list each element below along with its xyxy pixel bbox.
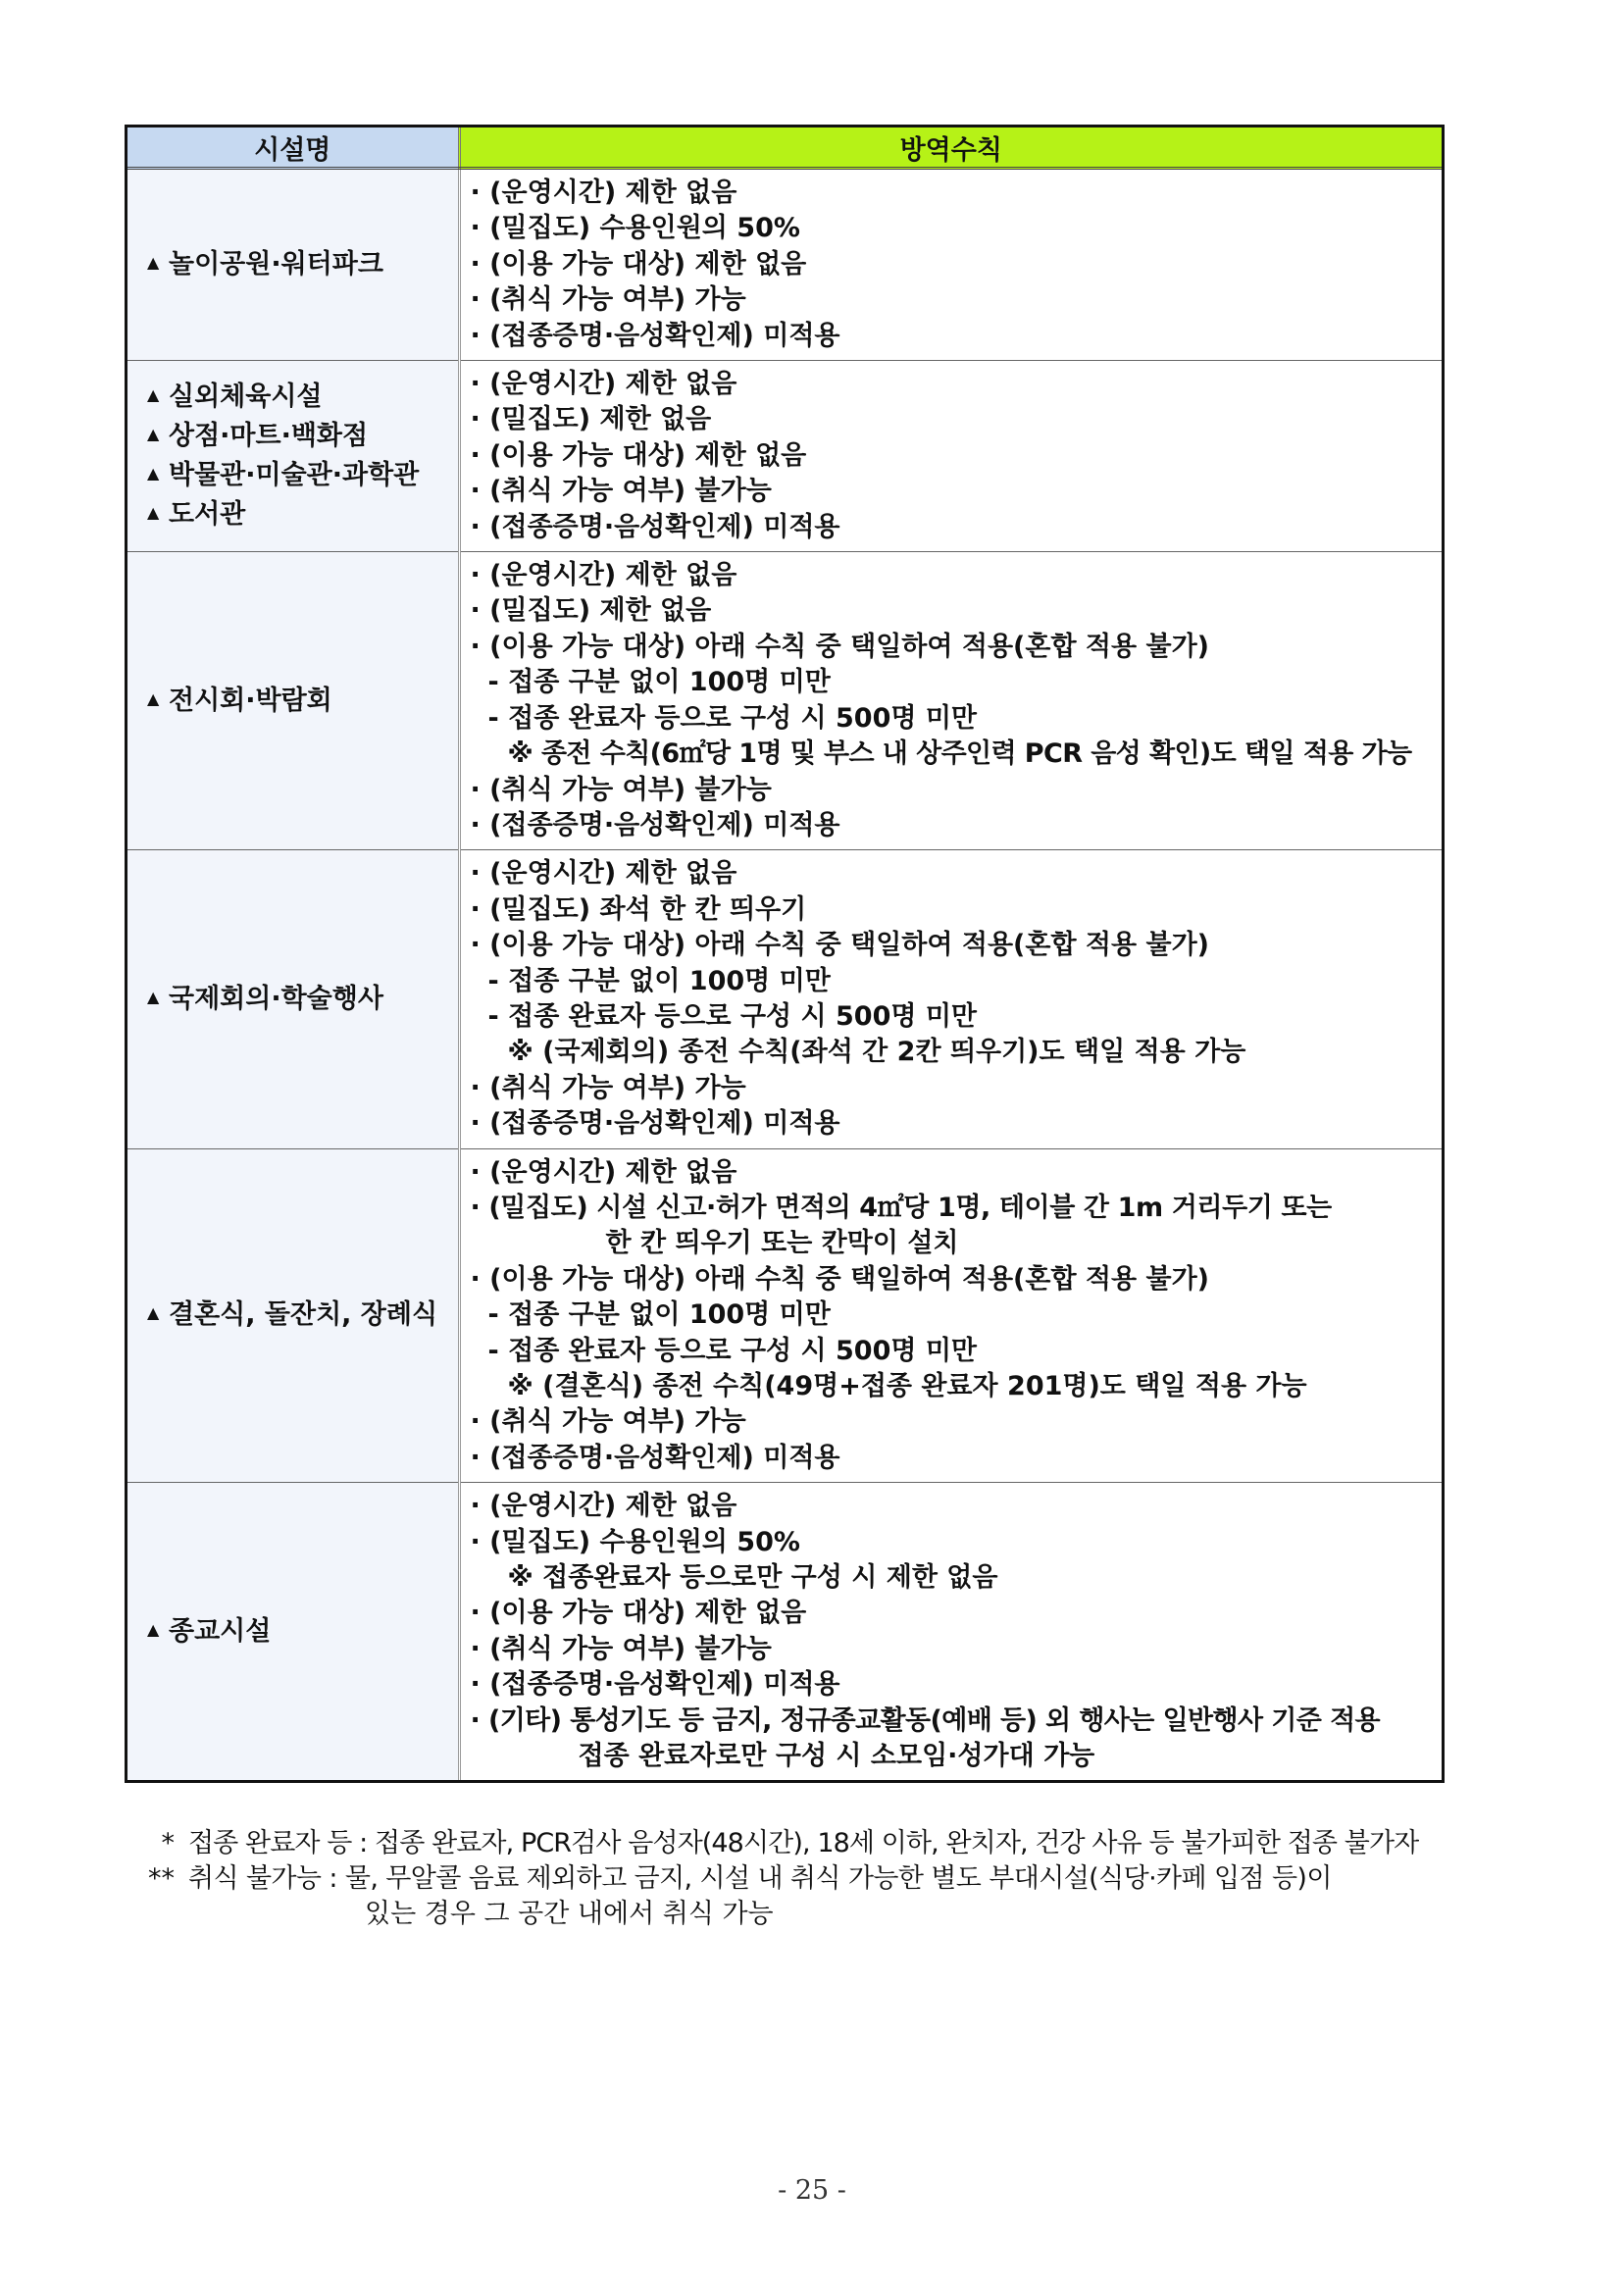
measure-line: · (접종증명·음성확인제) 미적용 <box>470 320 840 351</box>
measure-subline: - 접종 완료자 등으로 구성 시 500명 미만 <box>487 702 978 734</box>
footnote-continuation <box>137 1897 1451 1932</box>
measures-cell <box>459 850 1442 1148</box>
facility-cell <box>127 850 459 1148</box>
measure-line: · (운영시간) 제한 없음 <box>470 560 737 591</box>
measures-cell <box>459 1148 1442 1483</box>
triangle-up-icon: ▲ <box>147 1619 160 1639</box>
footnote-text: 접종 완료자 등 : 접종 완료자, PCR검사 음성자(48시간), 18세 이하, 완치자, 건강 사유 등 불가피한 접종 불가자 <box>188 1828 1419 1858</box>
measure-note: ※ (결혼식) 종전 수칙(49명+접종 완료자 201명)도 택일 적용 가능 <box>507 1371 1307 1401</box>
measure-line: · (이용 가능 대상) 제한 없음 <box>470 248 807 280</box>
measure-line: · (운영시간) 제한 없음 <box>470 1491 737 1522</box>
measure-line: · (운영시간) 제한 없음 <box>470 1156 737 1188</box>
facility-item: ▲ 국제회의·학술행사 <box>147 980 458 1019</box>
footnote-text: 있는 경우 그 공간 내에서 취식 가능 <box>365 1899 774 1929</box>
footnote-text: 취식 불가능 : 물, 무알콜 음료 제외하고 금지, 시설 내 취식 가능한 별도 부대시설(식당·카페 입점 등)이 <box>188 1863 1332 1894</box>
measure-note: ※ (국제회의) 종전 수칙(좌석 간 2칸 띄우기)도 택일 적용 가능 <box>507 1037 1246 1068</box>
facility-cell <box>127 1483 459 1781</box>
measure-line: · (이용 가능 대상) 제한 없음 <box>470 1598 807 1629</box>
measure-line: · (밀집도) 제한 없음 <box>470 595 712 627</box>
measure-continuation: 한 칸 띄우기 또는 칸막이 설치 <box>605 1228 959 1259</box>
header-facility: 시설명 <box>127 127 459 169</box>
facility-item: ▲ 상점·마트·백화점 <box>147 417 458 456</box>
measure-line: · (취식 가능 여부) 불가능 <box>470 476 772 507</box>
quarantine-rules-table <box>125 125 1445 1783</box>
triangle-up-icon: ▲ <box>147 1303 160 1323</box>
measure-line: · (접종증명·음성확인제) 미적용 <box>470 1442 840 1473</box>
measure-line: · (밀집도) 좌석 한 칸 띄우기 <box>470 893 807 925</box>
table-row <box>127 1483 1442 1781</box>
footnote <box>137 1861 1451 1897</box>
facility-cell <box>127 169 459 361</box>
measure-subline: - 접종 완료자 등으로 구성 시 500명 미만 <box>487 1000 978 1032</box>
table-row <box>127 1148 1442 1483</box>
measure-line: · (취식 가능 여부) 가능 <box>470 1072 746 1103</box>
table-row <box>127 552 1442 850</box>
measure-line: · (기타) 통성기도 등 금지, 정규종교활동(예배 등) 외 행사는 일반행사 기준 적용 <box>470 1704 1381 1736</box>
triangle-up-icon: ▲ <box>147 385 160 405</box>
table-row <box>127 850 1442 1148</box>
triangle-up-icon: ▲ <box>147 464 160 483</box>
facility-item: ▲ 결혼식, 돌잔치, 장례식 <box>147 1296 458 1335</box>
measures-cell <box>459 1483 1442 1781</box>
measure-line: · (취식 가능 여부) 불가능 <box>470 1633 772 1664</box>
facility-item: ▲ 도서관 <box>147 495 458 534</box>
table-header-row <box>127 127 1442 169</box>
footnote-mark: * <box>161 1828 175 1858</box>
table-row <box>127 169 1442 361</box>
facility-item: ▲ 실외체육시설 <box>147 378 458 417</box>
footnotes <box>137 1826 1451 1932</box>
facility-cell <box>127 361 459 552</box>
measure-continuation: 접종 완료자로만 구성 시 소모임·성가대 가능 <box>578 1741 1095 1772</box>
footnote-mark: ** <box>148 1863 175 1894</box>
measure-line: · (이용 가능 대상) 아래 수칙 중 택일하여 적용(혼합 적용 불가) <box>470 1263 1210 1295</box>
footnote <box>137 1826 1451 1861</box>
measure-note: ※ 접종완료자 등으로만 구성 시 제한 없음 <box>507 1562 998 1594</box>
measure-line: · (취식 가능 여부) 가능 <box>470 1406 746 1438</box>
measure-line: · (이용 가능 대상) 아래 수칙 중 택일하여 적용(혼합 적용 불가) <box>470 930 1210 961</box>
triangle-up-icon: ▲ <box>147 987 160 1006</box>
measure-line: · (접종증명·음성확인제) 미적용 <box>470 511 840 542</box>
facility-item: ▲ 전시회·박람회 <box>147 682 458 721</box>
measure-line: · (접종증명·음성확인제) 미적용 <box>470 1669 840 1701</box>
facility-cell <box>127 552 459 850</box>
measure-subline: - 접종 구분 없이 100명 미만 <box>487 965 831 996</box>
triangle-up-icon: ▲ <box>147 503 160 523</box>
header-measures: 방역수칙 <box>459 127 1442 169</box>
facility-cell <box>127 1148 459 1483</box>
triangle-up-icon: ▲ <box>147 688 160 708</box>
page-number: - 25 - <box>778 2175 846 2206</box>
measure-line: · (밀집도) 시설 신고·허가 면적의 4㎡당 1명, 테이블 간 1m 거리두기 또는 <box>470 1192 1332 1223</box>
measure-line: · (접종증명·음성확인제) 미적용 <box>470 1108 840 1140</box>
triangle-up-icon: ▲ <box>147 253 160 273</box>
measure-line: · (밀집도) 제한 없음 <box>470 404 712 435</box>
measure-line: · (이용 가능 대상) 아래 수칙 중 택일하여 적용(혼합 적용 불가) <box>470 631 1210 662</box>
facility-item: ▲ 박물관·미술관·과학관 <box>147 456 458 495</box>
measure-line: · (취식 가능 여부) 불가능 <box>470 774 772 805</box>
table-row <box>127 361 1442 552</box>
measures-cell <box>459 169 1442 361</box>
measure-line: · (취식 가능 여부) 가능 <box>470 284 746 316</box>
measure-line: · (접종증명·음성확인제) 미적용 <box>470 809 840 840</box>
measure-line: · (운영시간) 제한 없음 <box>470 369 737 400</box>
facility-item: ▲ 놀이공원·워터파크 <box>147 245 458 284</box>
triangle-up-icon: ▲ <box>147 425 160 444</box>
measure-line: · (운영시간) 제한 없음 <box>470 858 737 890</box>
rules-table <box>127 127 1442 1780</box>
measure-subline: - 접종 구분 없이 100명 미만 <box>487 1299 831 1331</box>
measure-line: · (이용 가능 대상) 제한 없음 <box>470 439 807 471</box>
facility-item: ▲ 종교시설 <box>147 1612 458 1652</box>
measure-line: · (밀집도) 수용인원의 50% <box>470 213 800 244</box>
measure-line: · (운영시간) 제한 없음 <box>470 178 737 208</box>
measure-note: ※ 종전 수칙(6㎡당 1명 및 부스 내 상주인력 PCR 음성 확인)도 택일 적용 가능 <box>507 738 1412 770</box>
measure-line: · (밀집도) 수용인원의 50% <box>470 1526 800 1557</box>
measures-cell <box>459 361 1442 552</box>
measure-subline: - 접종 구분 없이 100명 미만 <box>487 667 831 698</box>
measures-cell <box>459 552 1442 850</box>
measure-subline: - 접종 완료자 등으로 구성 시 500명 미만 <box>487 1335 978 1366</box>
